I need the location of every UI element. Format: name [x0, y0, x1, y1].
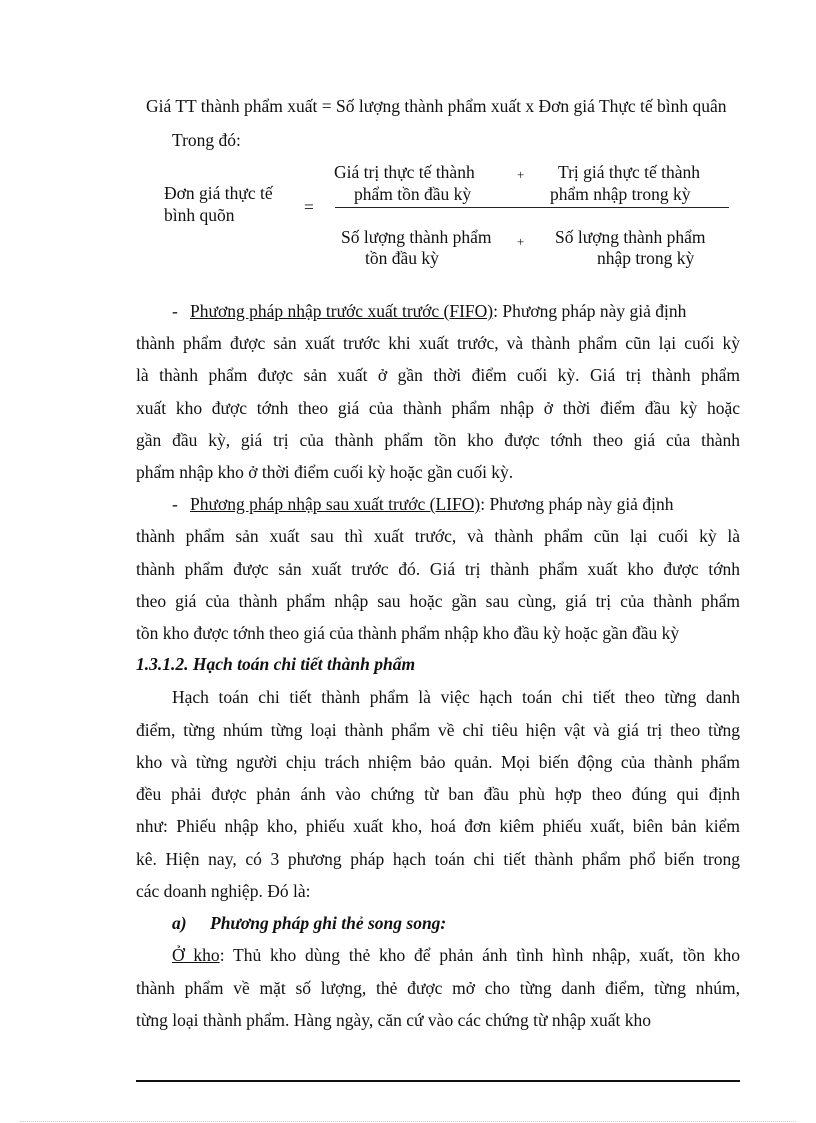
footer-rule	[136, 1080, 740, 1082]
numerator-a-line2: phẩm tồn đầu kỳ	[354, 184, 472, 204]
subheading-text: Phương pháp ghi thẻ song song:	[210, 913, 447, 933]
detail-line-1: điểm, từng nhúm từng loại thành phẩm về chỉ tiêu hiện vật và giá trị theo từng	[136, 720, 740, 740]
denominator-a-line1: Số lượng thành phẩm	[341, 227, 492, 247]
formula-main: Giá TT thành phẩm xuất = Số lượng thành phẩm xuất x Đơn giá Thực tế bình quân	[146, 96, 727, 116]
lifo-line-2: thành phẩm được sản xuất trước đó. Giá trị thành phẩm xuất kho được tớnh	[136, 559, 740, 579]
fifo-line-5: phẩm nhập kho ở thời điểm cuối kỳ hoặc gần cuối kỳ.	[136, 462, 514, 482]
numerator-plus: +	[517, 167, 525, 182]
lifo-lead	[190, 493, 673, 515]
lifo-line-3: theo giá của thành phẩm nhập sau hoặc gần sau cùng, giá trị của thành phẩm	[136, 591, 740, 611]
lifo-title: Phương pháp nhập sau xuất trước (LIFO)	[190, 494, 481, 514]
fifo-title: Phương pháp nhập trước xuất trước (FIFO)	[190, 301, 494, 321]
denominator-b-line1: Số lượng thành phẩm	[555, 227, 706, 247]
okho-line-2: từng loại thành phẩm. Hàng ngày, căn cứ vào các chứng từ nhập xuất kho	[136, 1010, 651, 1030]
numerator-a-line1: Giá trị thực tế thành	[334, 162, 475, 182]
lifo-line-4: tồn kho được tớnh theo giá của thành phẩm nhập kho đầu kỳ hoặc gần đầu kỳ	[136, 623, 680, 643]
fifo-lead	[190, 300, 686, 322]
denominator-b-line2: nhập trong kỳ	[597, 248, 695, 268]
okho-label: Ở kho	[172, 945, 220, 965]
fifo-dash: -	[172, 301, 178, 321]
detail-line-4: như: Phiếu nhập kho, phiếu xuất kho, hoá đơn kiêm phiếu xuất, biên bản kiểm	[136, 816, 740, 836]
fraction-lhs-line1: Đơn giá thực tế	[164, 183, 273, 203]
detail-line-5: kê. Hiện nay, có 3 phương pháp hạch toán chi tiết thành phẩm phổ biến trong	[136, 849, 740, 869]
lifo-line-0: : Phương pháp này giả định	[480, 494, 674, 514]
okho-line-0: : Thủ kho dùng thẻ kho để phản ánh tình hình nhập, xuất, tồn kho	[219, 945, 741, 965]
denominator-plus: +	[517, 234, 525, 249]
fraction-bar	[335, 207, 729, 208]
okho-lead	[172, 944, 740, 966]
fraction-lhs-line2: bình quõn	[164, 205, 235, 225]
detail-line-6: các doanh nghiệp. Đó là:	[136, 881, 311, 901]
subheading-marker: a)	[172, 913, 187, 933]
lifo-dash: -	[172, 494, 178, 514]
fraction-equals: =	[304, 197, 314, 217]
lifo-line-1: thành phẩm sản xuất sau thì xuất trước, và thành phẩm cũn lại cuối kỳ là	[136, 526, 740, 546]
page-edge-dotted	[20, 1121, 796, 1122]
section-heading: 1.3.1.2. Hạch toán chi tiết thành phẩm	[136, 654, 416, 674]
detail-line-0: Hạch toán chi tiết thành phẩm là việc hạch toán chi tiết theo từng danh	[172, 687, 740, 707]
okho-line-1: thành phẩm về mặt số lượng, thẻ được mở cho từng danh điểm, từng nhúm,	[136, 978, 740, 998]
fifo-line-0: : Phương pháp này giả định	[493, 301, 687, 321]
trong-do-label: Trong đó:	[172, 130, 241, 150]
detail-line-2: kho và từng người chịu trách nhiệm bảo quản. Mọi biến động của thành phẩm	[136, 752, 740, 772]
fifo-line-2: là thành phẩm được sản xuất ở gần thời điểm cuối kỳ. Giá trị thành phẩm	[136, 365, 740, 385]
fifo-line-4: gần đầu kỳ, giá trị của thành phẩm tồn kho được tớnh theo giá của thành	[136, 430, 740, 450]
numerator-b-line2: phẩm nhập trong kỳ	[550, 184, 691, 204]
fifo-line-1: thành phẩm được sản xuất trước khi xuất trước, và thành phẩm cũn lại cuối kỳ	[136, 333, 740, 353]
detail-line-3: đều phải được phản ánh vào chứng từ ban đầu phù hợp theo đúng qui định	[136, 784, 740, 804]
denominator-a-line2: tồn đầu kỳ	[365, 248, 439, 268]
numerator-b-line1: Trị giá thực tế thành	[558, 162, 701, 182]
fifo-line-3: xuất kho được tớnh theo giá của thành phẩm nhập ở thời điểm đầu kỳ hoặc	[136, 398, 740, 418]
